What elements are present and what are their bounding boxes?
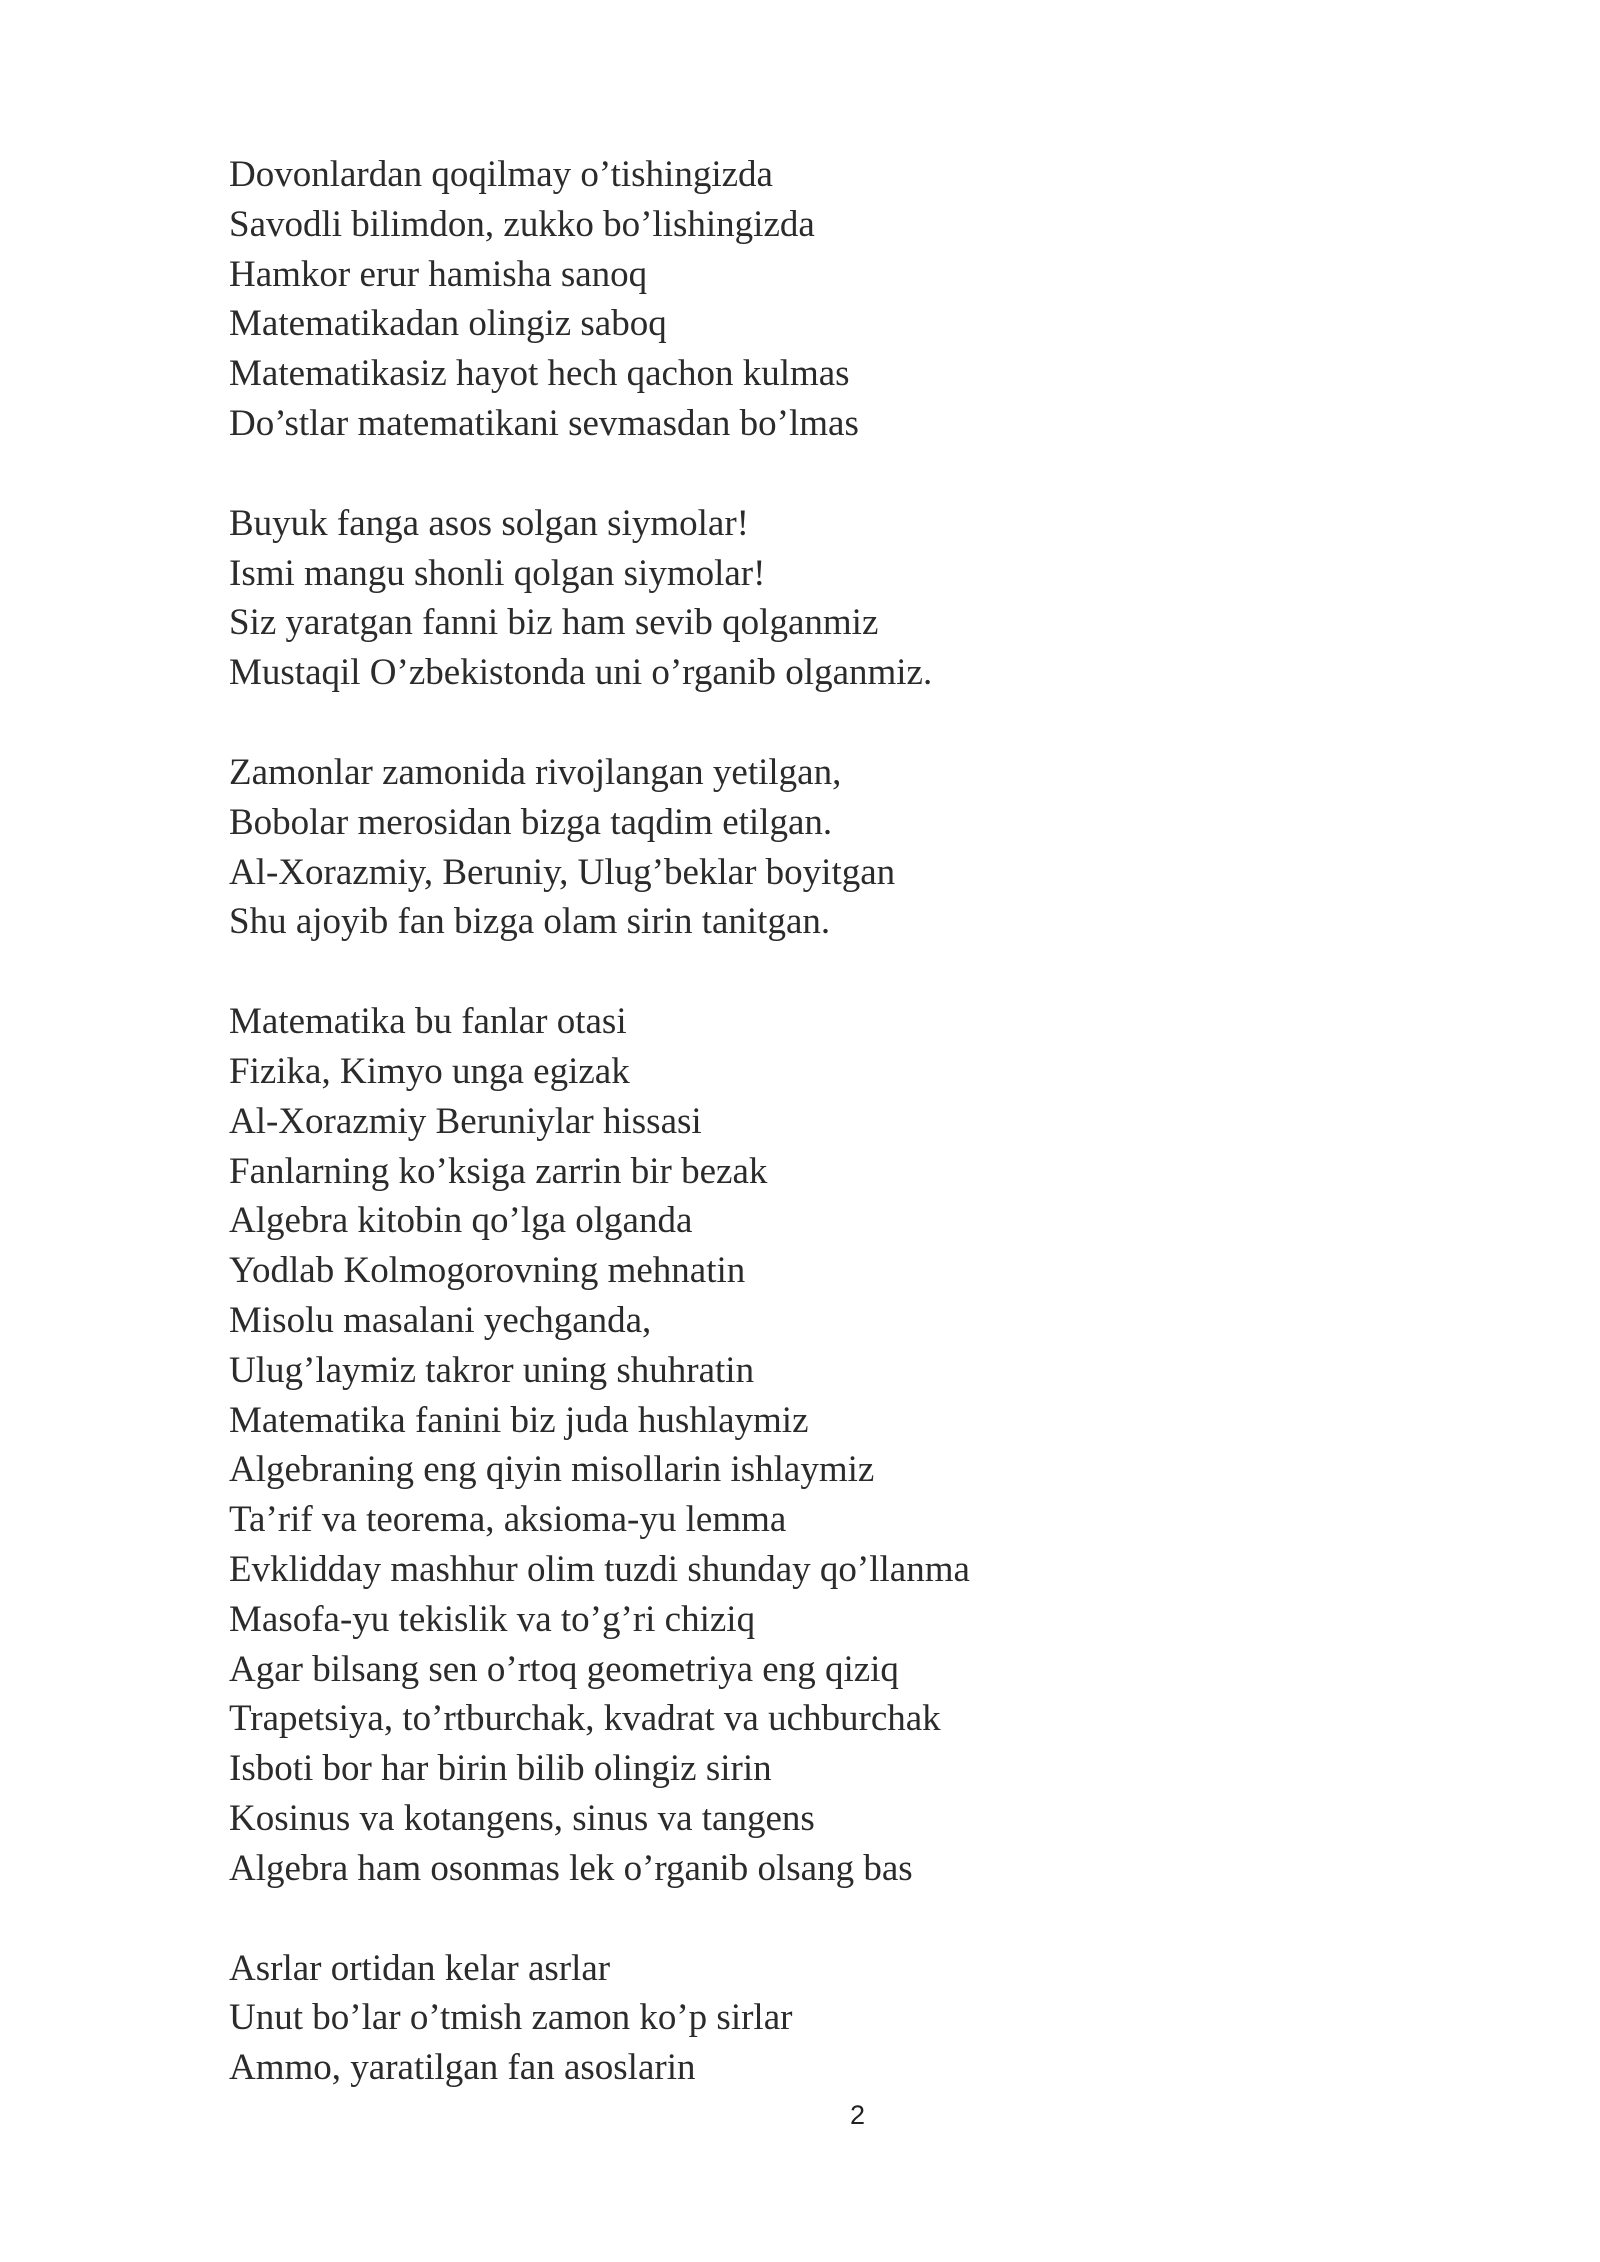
poem-body [229,150,1429,2143]
poem-line: Evklidday mashhur olim tuzdi shunday qo’llanma [229,1548,970,1590]
poem-line: Al-Xorazmiy Beruniylar hissasi [229,1100,702,1142]
poem-line: Isboti bor har birin bilib olingiz sirin [229,1748,772,1790]
poem-line: Siz yaratgan fanni biz ham sevib qolganmiz [229,602,879,644]
stanza-5 [229,1944,1429,2093]
poem-line: Ismi mangu shonli qolgan siymolar! [229,552,766,594]
stanza-4 [229,997,1429,1893]
poem-line: Matematika fanini biz juda hushlaymiz [229,1399,809,1441]
poem-line: Algebraning eng qiyin misollarin ishlaymiz [229,1449,875,1491]
stanza-2 [229,499,1429,698]
poem-line: Hamkor erur hamisha sanoq [229,253,648,295]
poem-line: Agar bilsang sen o’rtoq geometriya eng qiziq [229,1648,899,1690]
stanza-3 [229,748,1429,947]
poem-line: Zamonlar zamonida rivojlangan yetilgan, [229,751,842,793]
poem-line: Savodli bilimdon, zukko bo’lishingizda [229,203,815,245]
poem-line: Fanlarning ko’ksiga zarrin bir bezak [229,1150,768,1192]
poem-line: Ta’rif va teorema, aksioma-yu lemma [229,1499,787,1541]
poem-line: Kosinus va kotangens, sinus va tangens [229,1797,815,1839]
poem-line: Bobolar merosidan bizga taqdim etilgan. [229,801,833,843]
poem-line: Fizika, Kimyo unga egizak [229,1050,630,1092]
poem-line: Matematikadan olingiz saboq [229,303,667,345]
poem-line: Unut bo’lar o’tmish zamon ko’p sirlar [229,1997,793,2039]
poem-line: Ulug’laymiz takror uning shuhratin [229,1349,755,1391]
poem-line: Algebra ham osonmas lek o’rganib olsang bas [229,1847,913,1889]
poem-line: Do’stlar matematikani sevmasdan bo’lmas [229,402,859,444]
poem-line: Matematika bu fanlar otasi [229,1001,627,1043]
poem-line: Yodlab Kolmogorovning mehnatin [229,1250,746,1292]
poem-line: Trapetsiya, to’rtburchak, kvadrat va uchburchak [229,1698,941,1740]
poem-line: Algebra kitobin qo’lga olganda [229,1200,693,1242]
poem-line: Shu ajoyib fan bizga olam sirin tanitgan. [229,901,831,943]
poem-line: Misolu masalani yechganda, [229,1299,652,1341]
page-number: 2 [849,2100,866,2130]
poem-line: Ammo, yaratilgan fan asoslarin [229,2047,696,2089]
poem-line: Mustaqil O’zbekistonda uni o’rganib olganmiz. [229,652,933,694]
poem-line: Matematikasiz hayot hech qachon kulmas [229,353,850,395]
stanza-1 [229,150,1429,449]
poem-line: Asrlar ortidan kelar asrlar [229,1947,611,1989]
poem-line: Al-Xorazmiy, Beruniy, Ulug’beklar boyitgan [229,851,896,893]
poem-line: Masofa-yu tekislik va to’g’ri chiziq [229,1598,756,1640]
poem-line: Buyuk fanga asos solgan siymolar! [229,502,749,544]
poem-line: Dovonlardan qoqilmay o’tishingizda [229,154,773,195]
